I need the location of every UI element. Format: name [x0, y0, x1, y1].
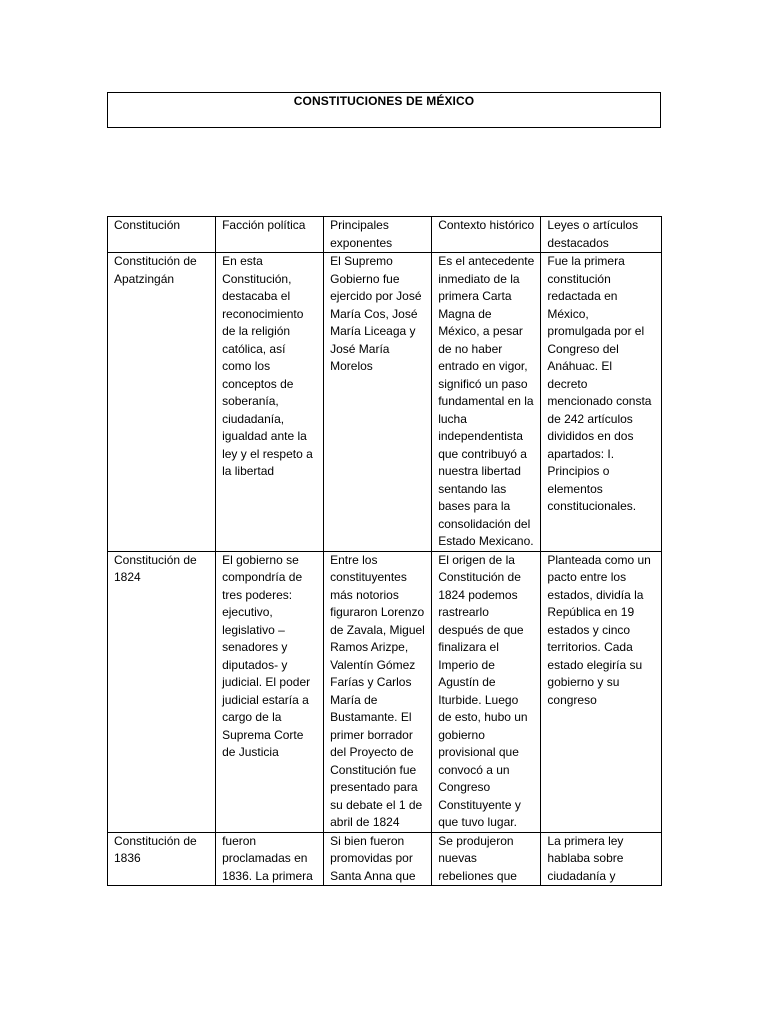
- table-cell: El gobierno se compondría de tres poderes: ejecutivo, legislativo – senadores y diputados- y judicial. El poder judicial estaría a cargo de la Suprema Corte de Justicia: [216, 551, 324, 832]
- table-cell: Si bien fueron promovidas por Santa Anna que: [324, 832, 432, 886]
- header-cell: Principales exponentes: [324, 217, 432, 253]
- table-cell: El Supremo Gobierno fue ejercido por José María Cos, José María Liceaga y José María Morelos: [324, 253, 432, 552]
- table-cell: Es el antecedente inmediato de la primera Carta Magna de México, a pesar de no haber entrado en vigor, significó un paso fundamental en la lucha independentista que contribuyó a nuestra libertad sentando las bases para la consolidación del Estado Mexicano.: [432, 253, 541, 552]
- table-cell: Se produjeron nuevas rebeliones que: [432, 832, 541, 886]
- table-row: [108, 253, 662, 552]
- header-cell: Contexto histórico: [432, 217, 541, 253]
- table-row: [108, 551, 662, 832]
- table-cell: Constitución de 1836: [108, 832, 216, 886]
- title-box: [107, 92, 661, 128]
- constitutions-table: [107, 216, 662, 886]
- table-cell: La primera ley hablaba sobre ciudadanía y: [541, 832, 662, 886]
- table-cell: fueron proclamadas en 1836. La primera: [216, 832, 324, 886]
- table-row: [108, 832, 662, 886]
- document-title: CONSTITUCIONES DE MÉXICO: [293, 94, 475, 108]
- table-cell: Constitución de Apatzingán: [108, 253, 216, 552]
- header-cell: Facción política: [216, 217, 324, 253]
- header-cell: Constitución: [108, 217, 216, 253]
- table-cell: Constitución de 1824: [108, 551, 216, 832]
- table-cell: Planteada como un pacto entre los estados, dividía la República en 19 estados y cinco territorios. Cada estado elegiría su gobierno y su congreso: [541, 551, 662, 832]
- table-cell: Entre los constituyentes más notorios figuraron Lorenzo de Zavala, Miguel Ramos Arizpe, Valentín Gómez Farías y Carlos María de Bustamante. El primer borrador del Proyecto de Constitución fue presentado para su debate el 1 de abril de 1824: [324, 551, 432, 832]
- header-cell: Leyes o artículos destacados: [541, 217, 662, 253]
- table-header-row: [108, 217, 662, 253]
- table-cell: El origen de la Constitución de 1824 podemos rastrearlo después de que finalizara el Imperio de Agustín de Iturbide. Luego de esto, hubo un gobierno provisional que convocó a un Congreso Constituyente y que tuvo lugar.: [432, 551, 541, 832]
- table-cell: Fue la primera constitución redactada en México, promulgada por el Congreso del Anáhuac. El decreto mencionado consta de 242 artículos divididos en dos apartados: I. Principios o elementos constitucionales.: [541, 253, 662, 552]
- table-cell: En esta Constitución, destacaba el reconocimiento de la religión católica, así como los conceptos de soberanía, ciudadanía, igualdad ante la ley y el respeto a la libertad: [216, 253, 324, 552]
